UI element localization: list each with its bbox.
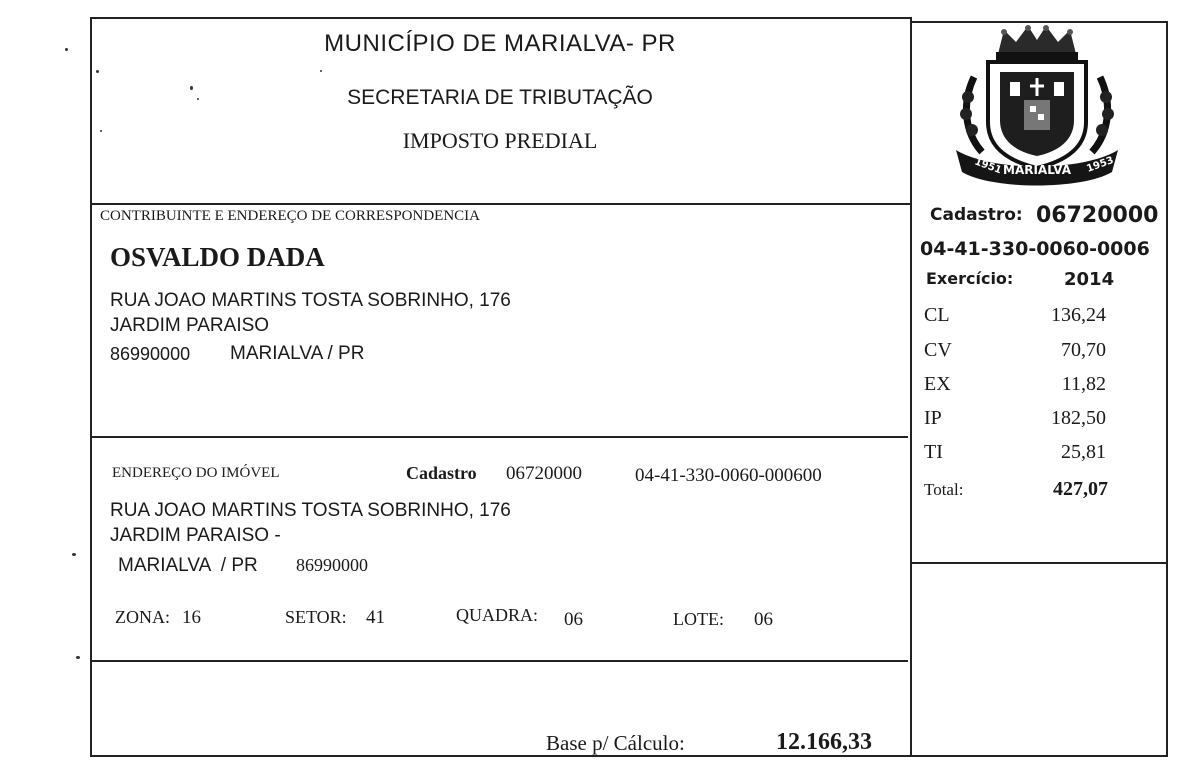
scan-speck — [96, 70, 99, 73]
secretaria-title: SECRETARIA DE TRIBUTAÇÃO — [347, 86, 653, 109]
frame-middle-divider — [910, 17, 912, 757]
total-label: Total: — [924, 480, 964, 499]
imovel-divider — [90, 660, 908, 662]
scan-speck — [65, 48, 68, 51]
svg-text:1951: 1951 — [972, 156, 1003, 177]
municipal-crest-icon — [952, 22, 1122, 192]
imovel-label: ENDEREÇO DO IMÓVEL — [112, 465, 280, 481]
contribuinte-label: CONTRIBUINTE E ENDEREÇO DE CORRESPONDENCIA — [100, 208, 480, 224]
side-exercicio-label: Exercício: — [926, 269, 1014, 288]
scan-speck — [320, 70, 322, 72]
imovel-cadastro-label: Cadastro — [406, 463, 477, 483]
item-code-cl: CL — [924, 304, 950, 326]
base-calculo-label: Base p/ Cálculo: — [546, 731, 685, 755]
scan-speck — [72, 553, 76, 556]
quadra-label: QUADRA: — [456, 605, 539, 625]
item-value-cv: 70,70 — [1061, 339, 1106, 361]
imovel-cadastro-value: 06720000 — [506, 463, 582, 484]
item-value-ti: 25,81 — [1061, 441, 1106, 463]
item-value-cl: 136,24 — [1051, 304, 1106, 326]
side-inscricao: 04-41-330-0060-0006 — [920, 238, 1150, 260]
lote-label: LOTE: — [673, 609, 724, 629]
scan-speck — [76, 656, 80, 659]
header-divider — [90, 203, 912, 205]
item-code-ip: IP — [924, 407, 942, 429]
imovel-inscricao: 04-41-330-0060-000600 — [635, 465, 822, 486]
contribuinte-street: RUA JOAO MARTINS TOSTA SOBRINHO, 176 — [110, 290, 511, 311]
base-calculo-value: 12.166,33 — [776, 729, 872, 755]
imovel-district: JARDIM PARAISO - — [110, 525, 281, 546]
imovel-city: MARIALVA / PR — [118, 555, 258, 576]
setor-value: 41 — [366, 607, 385, 628]
item-code-ex: EX — [924, 373, 951, 395]
imovel-street: RUA JOAO MARTINS TOSTA SOBRINHO, 176 — [110, 500, 511, 521]
contribuinte-city: MARIALVA / PR — [230, 343, 365, 364]
item-code-ti: TI — [924, 441, 943, 463]
lote-value: 06 — [754, 609, 773, 630]
contribuinte-divider — [90, 436, 908, 438]
imposto-title: IMPOSTO PREDIAL — [402, 128, 598, 153]
side-cadastro-label: Cadastro: — [930, 205, 1023, 225]
side-cadastro-value: 06720000 — [1036, 203, 1159, 228]
side-right-border — [1166, 21, 1168, 757]
item-code-cv: CV — [924, 339, 952, 361]
side-bottom-border — [910, 755, 1168, 757]
item-value-ip: 182,50 — [1051, 407, 1106, 429]
zona-label: ZONA: — [115, 607, 170, 627]
zona-value: 16 — [182, 607, 201, 628]
setor-label: SETOR: — [285, 607, 347, 627]
contribuinte-name: OSVALDO DADA — [110, 242, 325, 272]
svg-text:MARIALVA: MARIALVA — [1003, 163, 1071, 177]
municipio-title: MUNICÍPIO DE MARIALVA- PR — [324, 30, 676, 57]
side-exercicio-value: 2014 — [1064, 269, 1115, 290]
svg-text:1953: 1953 — [1085, 154, 1116, 175]
contribuinte-district: JARDIM PARAISO — [110, 315, 270, 336]
quadra-value: 06 — [564, 609, 583, 630]
side-divider — [910, 562, 1168, 564]
imovel-cep: 86990000 — [296, 555, 368, 575]
total-value: 427,07 — [1053, 478, 1108, 500]
contribuinte-cep: 86990000 — [110, 344, 191, 364]
item-value-ex: 11,82 — [1061, 373, 1106, 395]
frame-top-border — [90, 17, 912, 19]
